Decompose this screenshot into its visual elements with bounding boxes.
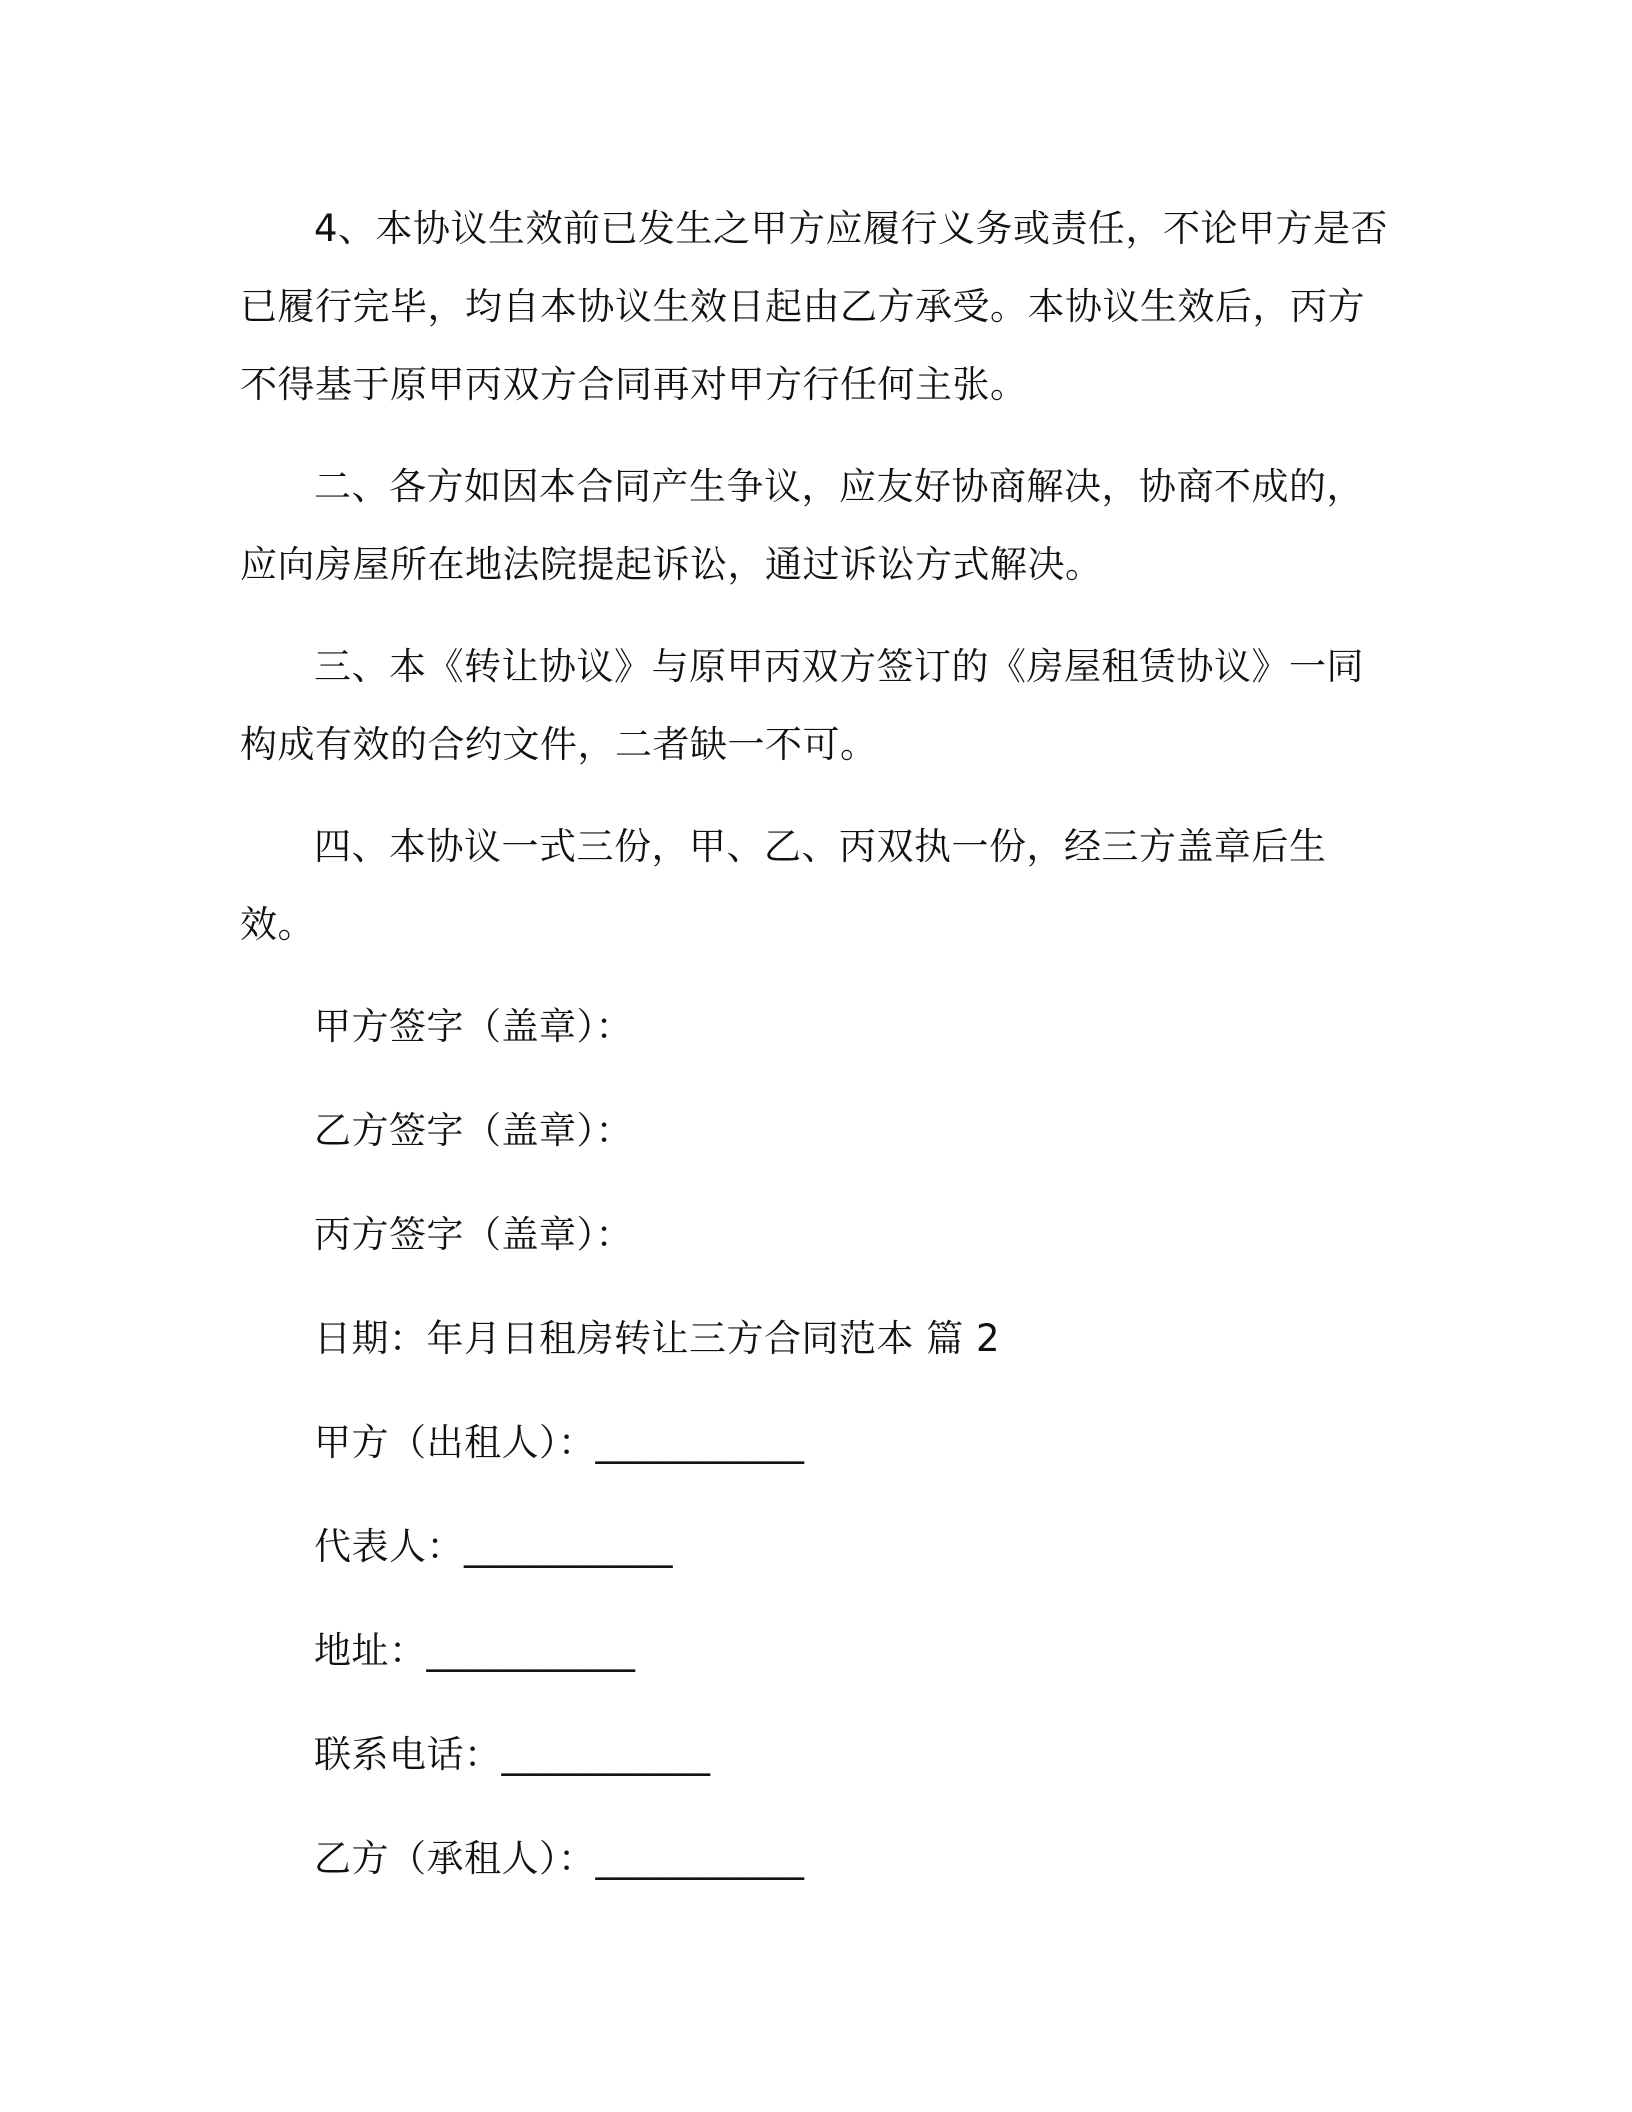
address-field-line: 地址：___________ bbox=[314, 1629, 636, 1672]
copies-paragraph: 四、本协议一式三份，甲、乙、丙双执一份，经三方盖章后生效。 bbox=[240, 825, 1327, 946]
party-c-signature-line: 丙方签字（盖章）： bbox=[314, 1213, 633, 1256]
date-and-section-title: 日期：年月日租房转让三方合同范本 篇 2 bbox=[314, 1317, 1001, 1360]
dispute-resolution-paragraph: 二、各方如因本合同产生争议，应友好协商解决，协商不成的，应向房屋所在地法院提起诉讼，通过诉讼方式解决。 bbox=[240, 465, 1364, 586]
party-b-signature-line: 乙方签字（盖章）： bbox=[314, 1109, 633, 1152]
lessee-field-line: 乙方（承租人）：___________ bbox=[314, 1837, 805, 1880]
phone-field-line: 联系电话：___________ bbox=[314, 1733, 711, 1776]
party-a-signature-line: 甲方签字（盖章）： bbox=[314, 1005, 633, 1048]
lessor-field-line: 甲方（出租人）：___________ bbox=[314, 1421, 805, 1464]
clause-4-paragraph: 4、本协议生效前已发生之甲方应履行义务或责任，不论甲方是否已履行完毕，均自本协议生效日起由乙方承受。本协议生效后，丙方不得基于原甲丙双方合同再对甲方行任何主张。 bbox=[240, 207, 1389, 406]
document-body bbox=[240, 190, 1400, 1924]
contract-documents-paragraph: 三、本《转让协议》与原甲丙双方签订的《房屋租赁协议》一同构成有效的合约文件，二者缺一不可。 bbox=[240, 645, 1364, 766]
representative-field-line: 代表人：___________ bbox=[314, 1525, 673, 1568]
